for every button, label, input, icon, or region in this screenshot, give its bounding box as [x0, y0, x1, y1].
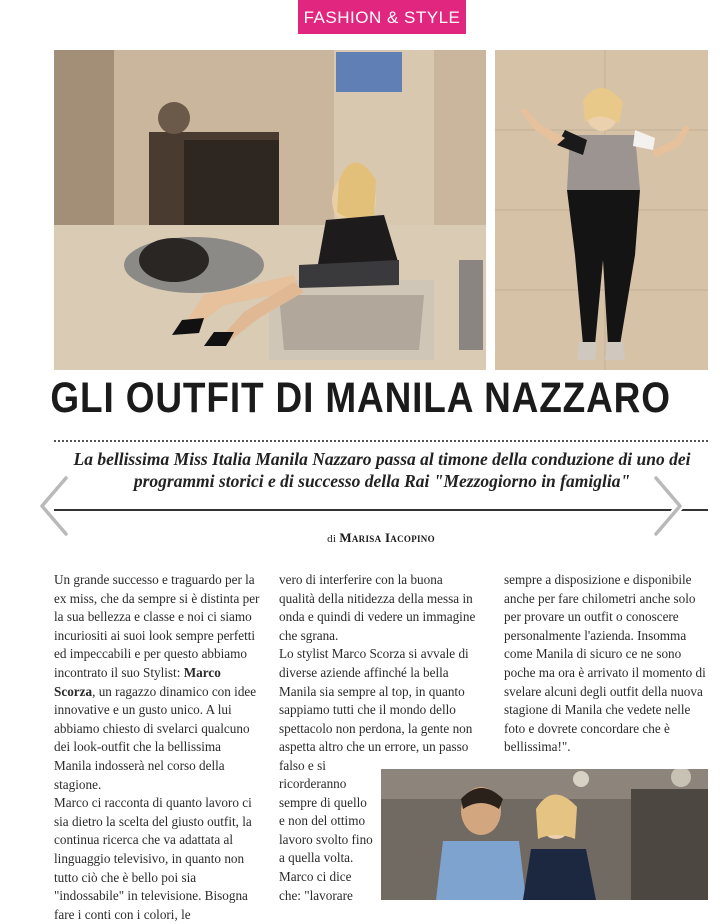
bottom-photo-image [381, 769, 708, 900]
bottom-photo [381, 769, 708, 900]
main-photo [54, 50, 486, 370]
text-column-1 [54, 571, 260, 924]
article-headline: GLI OUTFIT DI MANILA NAZZARO [50, 374, 671, 422]
paragraph: sempre a disposizione e disponibile anche per fare chilometri anche solo per provare un outfit o conoscere personalmente l'azienda. Insomma come Manila di sicuro ce ne sono poche ma ora è arrivato il momento di svelare alcuni degli outfit della nuova stagione di Manila che vedete nelle foto e dovrete concordare che è bellissima!". [504, 572, 706, 755]
main-photo-image [54, 50, 486, 370]
article-byline [0, 530, 720, 546]
paragraph: Lo stylist Marco Scorza si avvale di diverse aziende affinché la bella Manila sia sempre al top, in quanto sappiamo tutti che il mondo dello spettacolo non perdona, la gente non aspetta altro che un errore, un passo falso e si [279, 646, 473, 773]
next-page-button[interactable] [648, 474, 688, 538]
chevron-right-icon [648, 474, 688, 538]
stylist-name: Marco Scorza [54, 664, 221, 699]
previous-page-button[interactable] [34, 474, 74, 538]
divider-solid [54, 509, 708, 511]
text-column-2-narrow [279, 775, 374, 905]
text-column-3 [504, 571, 712, 757]
paragraph: ricorderanno sempre di quello e non del ottimo lavoro svolto fino a quella volta. Marco ci dice che: "lavorare [279, 776, 373, 903]
paragraph-text: Un grande successo e traguardo per la ex miss, che da sempre si è distinta per la sua bellezza e classe e noi ci siamo incuriositi ai suoi look sempre perfetti ed impeccabili e per questo abbiamo incontrato il suo Stylist: [54, 572, 260, 680]
right-photo-image [495, 50, 708, 370]
byline-author: Marisa Iacopino [339, 530, 435, 545]
right-photo [495, 50, 708, 370]
chevron-left-icon [34, 474, 74, 538]
text-column-2 [279, 571, 476, 776]
byline-prefix: di [327, 533, 337, 545]
divider-dotted [54, 440, 708, 442]
paragraph-text: , un ragazzo dinamico con idee innovative e un gusto unico. A lui abbiamo chiesto di svelarci qualcuno dei look-outfit che la bellissima Manila indosserà nel corso della stagione. [54, 683, 257, 792]
paragraph: vero di interferire con la buona qualità della nitidezza della messa in onda e quindi di vedere un immagine che sgrana. [279, 572, 476, 643]
article-subtitle: La bellissima Miss Italia Manila Nazzaro passa al timone della conduzione di uno dei programmi storici e di successo della Rai "Mezzogiorno in famiglia" [73, 449, 691, 491]
paragraph [54, 571, 260, 794]
paragraph: Marco ci racconta di quanto lavoro ci sia dietro la scelta del giusto outfit, la continua ricerca che va adattata al linguaggio televisivo, in quanto non tutto ciò che è bello poi sia "indossabile" in televisione. Bisogna fare i conti con i colori, le [54, 795, 252, 922]
section-tag: FASHION & STYLE [298, 0, 466, 34]
